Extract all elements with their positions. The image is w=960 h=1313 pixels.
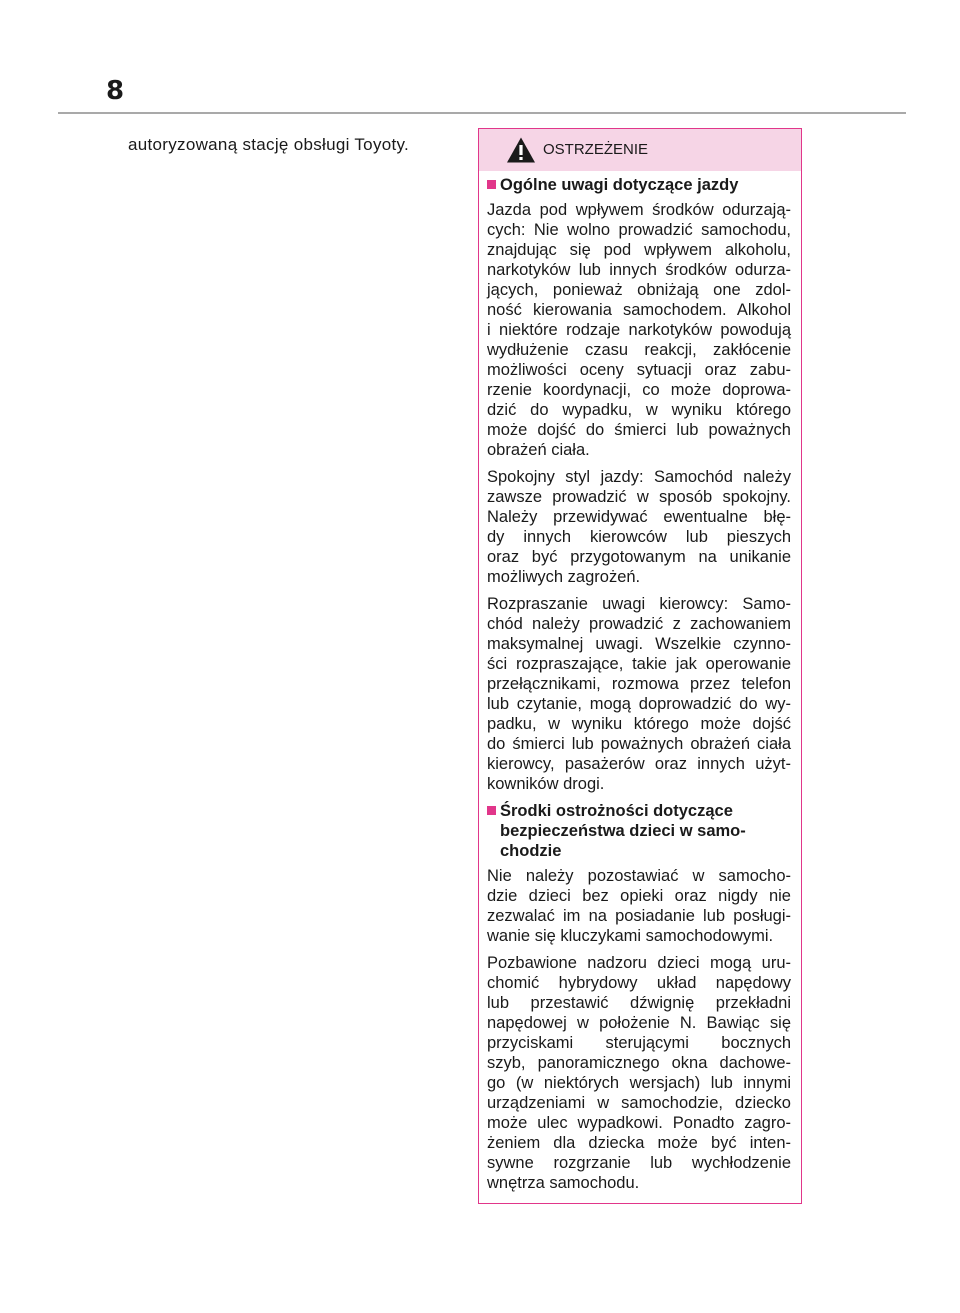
paragraph-line: rzenie koordynacji, co może doprowa- [487,381,791,399]
paragraph-line: napędowej w położenie N. Bawiąc się [487,1014,791,1032]
paragraph-line: oraz być przygotowanym na unikanie [487,548,791,566]
section-heading-text [500,801,746,861]
paragraph-line: możliwych zagrożeń. [487,568,641,586]
paragraph-line: Jazda pod wpływem środków odurzają- [487,201,791,219]
paragraph-line: obrażeń ciała. [487,441,590,459]
header-rule [58,112,906,114]
paragraph-line: kowników drogi. [487,775,605,793]
paragraph-line: chód należy prowadzić z zachowaniem [487,615,791,633]
heading-line: Środki ostrożności dotyczące [500,802,733,820]
paragraph-line: wnętrza samochodu. [487,1174,640,1192]
paragraph-line: lub przestawić dźwignię przekładni [487,994,791,1012]
paragraph-line: Spokojny styl jazdy: Samochód należy [487,468,791,486]
paragraph-line: ność kierowania samochodem. Alkohol [487,301,791,319]
paragraph-line: wydłużenie czasu reakcji, zakłócenie [487,341,791,359]
paragraph-line: cych: Nie wolno prowadzić samochodu, [487,221,791,239]
paragraph-line: kierowcy, pasażerów oraz innych użyt- [487,755,791,773]
warning-paragraph [487,467,791,587]
paragraph-line: Rozpraszanie uwagi kierowcy: Samo- [487,595,791,613]
paragraph-line: lub czytanie, mogą doprowadzić do wy- [487,695,791,713]
warning-triangle-icon [506,136,536,164]
section-heading-text [500,175,738,195]
paragraph-line: przełącznikami, rozmowa przez telefon [487,675,791,693]
warning-paragraph [487,594,791,794]
paragraph-line: chomić hybrydowy układ napędowy [487,974,791,992]
warning-paragraph [487,866,791,946]
paragraph-line: padku, w wyniku którego może dojść [487,715,791,733]
warning-paragraph [487,200,791,460]
paragraph-line: Należy przewidywać ewentualne błę- [487,508,791,526]
warning-title: OSTRZEŻENIE [543,141,649,158]
paragraph-line: może ulec wypadkowi. Ponadto zagro- [487,1114,791,1132]
paragraph-line: urządzeniami w samochodzie, dziecko [487,1094,791,1112]
paragraph-line: znajdując się pod wpływem alkoholu, [487,241,791,259]
warning-box [478,128,802,1204]
section-heading [487,801,791,861]
paragraph-line: jących, ponieważ obniżają one zdol- [487,281,791,299]
heading-line: bezpieczeństwa dzieci w samo- [500,822,746,840]
paragraph-line: może dojść do śmierci lub poważnych [487,421,791,439]
paragraph-line: narkotyków lub innych środków odurza- [487,261,791,279]
paragraph-line: dzić do wypadku, w wyniku którego [487,401,791,419]
paragraph-line: do śmierci lub poważnych obrażeń ciała [487,735,791,753]
left-column-text: autoryzowaną stację obsługi Toyoty. [128,135,410,154]
square-bullet-icon [487,806,496,815]
paragraph-line: maksymalnej uwagi. Wszelkie czynno- [487,635,791,653]
paragraph-line: sywne rozgrzanie lub wychłodzenie [487,1154,791,1172]
paragraph-line: Nie należy pozostawiać w samocho- [487,867,791,885]
paragraph-line: możliwości oceny sytuacji oraz zabu- [487,361,791,379]
paragraph-line: zezwalać im na posiadanie lub posługi- [487,907,791,925]
paragraph-line: go (w niektórych wersjach) lub innymi [487,1074,791,1092]
warning-paragraph [487,953,791,1193]
paragraph-line: Pozbawione nadzoru dzieci mogą uru- [487,954,791,972]
paragraph-line: szyb, panoramicznego okna dachowe- [487,1054,791,1072]
paragraph-line: przyciskami sterującymi bocznych [487,1034,791,1052]
section-heading [487,175,791,195]
heading-line: chodzie [500,842,562,860]
paragraph-line: zawsze prowadzić w sposób spokojny. [487,488,791,506]
paragraph-line: wanie się kluczykami samochodowymi. [487,927,774,945]
warning-body [479,171,801,1193]
square-bullet-icon [487,180,496,189]
paragraph-line: i niektóre rodzaje narkotyków powodują [487,321,791,339]
paragraph-line: dzie dzieci bez opieki oraz nigdy nie [487,887,791,905]
paragraph-line: dy innych kierowców lub pieszych [487,528,791,546]
paragraph-line: ści rozpraszające, takie jak operowanie [487,655,791,673]
paragraph-line: żeniem dla dziecka może być inten- [487,1134,791,1152]
warning-header [479,129,801,171]
heading-line: Ogólne uwagi dotyczące jazdy [500,176,739,194]
page-number: 8 [106,76,125,106]
